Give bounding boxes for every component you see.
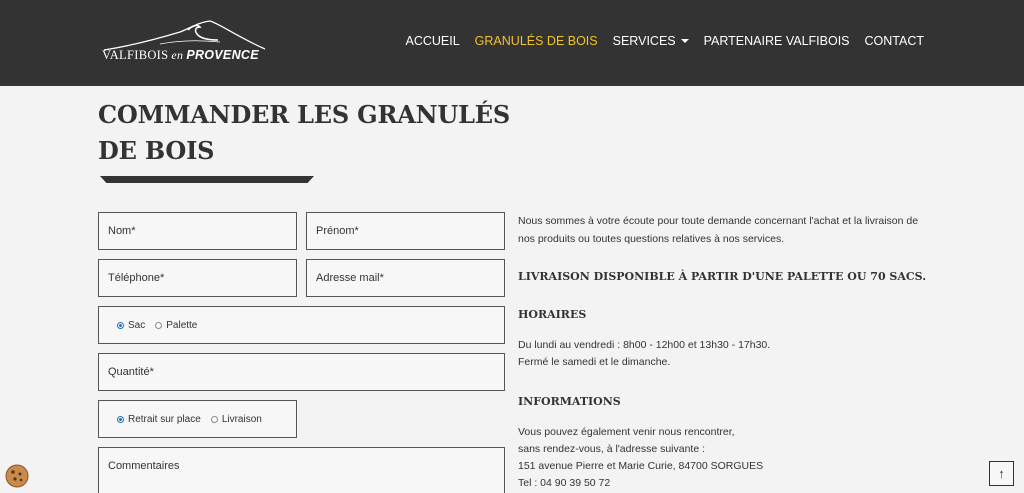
logo-region: PROVENCE (186, 48, 259, 62)
horaires-line-2: Fermé le samedi et le dimanche. (518, 356, 671, 368)
nav-partenaire-valfibois[interactable]: PARTENAIRE VALFIBOIS (703, 34, 850, 48)
info-line-2: sans rendez-vous, à l'adresse suivante : (518, 443, 706, 455)
logo-en: en (171, 48, 184, 62)
logo-brand: VALFIBOIS (102, 48, 169, 62)
radio-palette-label[interactable]: Palette (166, 319, 198, 331)
quantite-placeholder: Quantité* (108, 366, 154, 378)
commentaires-textarea[interactable] (98, 447, 505, 493)
info-line-3: 151 avenue Pierre et Marie Curie, 84700 SORGUES (518, 460, 764, 472)
cookie-icon[interactable] (4, 463, 30, 489)
quantite-input[interactable] (98, 353, 505, 391)
informations-heading: INFORMATIONS (518, 395, 621, 408)
email-placeholder: Adresse mail* (316, 272, 384, 284)
commentaires-placeholder: Commentaires (108, 460, 180, 472)
radio-livraison[interactable] (211, 416, 218, 423)
info-line-1: Vous pouvez également venir nous rencontrer, (518, 426, 735, 438)
radio-sac[interactable] (117, 322, 124, 329)
caret-down-icon (681, 39, 689, 43)
main-nav (390, 34, 924, 48)
page-title: COMMANDER LES GRANULÉS DE BOIS (98, 100, 510, 165)
nav-services[interactable] (613, 34, 689, 48)
horaires-heading: HORAIRES (518, 308, 587, 321)
radio-palette[interactable] (155, 322, 162, 329)
telephone-input[interactable] (98, 259, 297, 297)
nom-input[interactable] (98, 212, 297, 250)
nav-contact[interactable]: CONTACT (864, 34, 924, 48)
radio-sac-label[interactable]: Sac (128, 319, 146, 331)
title-underline (100, 176, 314, 183)
radio-retrait[interactable] (117, 416, 124, 423)
info-line-4[interactable]: Tel : 04 90 39 50 72 (518, 477, 611, 489)
nav-services-label: SERVICES (612, 34, 676, 48)
radio-retrait-label[interactable]: Retrait sur place (128, 413, 201, 425)
prenom-placeholder: Prénom* (316, 225, 359, 237)
radio-livraison-label[interactable]: Livraison (221, 413, 262, 425)
livraison-heading: LIVRAISON DISPONIBLE À PARTIR D'UNE PALETTE OU 70 SACS. (518, 270, 927, 283)
horaires-line-1: Du lundi au vendredi : 8h00 - 12h00 et 13h30 - 17h30. (518, 339, 771, 351)
nav-accueil[interactable]: ACCUEIL (405, 34, 460, 48)
site-header (0, 0, 1024, 86)
logo-text (102, 48, 259, 63)
nav-granules-de-bois[interactable]: GRANULÉS DE BOIS (474, 34, 598, 48)
mountain-logo-icon (100, 18, 270, 52)
type-radio-group (98, 306, 505, 344)
arrow-up-icon: ↑ (998, 466, 1005, 481)
mode-radio-group (98, 400, 297, 438)
site-logo[interactable] (100, 18, 270, 66)
telephone-placeholder: Téléphone* (108, 272, 165, 284)
prenom-input[interactable] (306, 212, 505, 250)
nom-placeholder: Nom* (108, 225, 136, 237)
email-input[interactable] (306, 259, 505, 297)
intro-text: Nous sommes à votre écoute pour toute demande concernant l'achat et la livraison de nos produits ou toutes questions relatives à nos services. (518, 215, 919, 245)
scroll-top-button[interactable] (989, 461, 1014, 486)
